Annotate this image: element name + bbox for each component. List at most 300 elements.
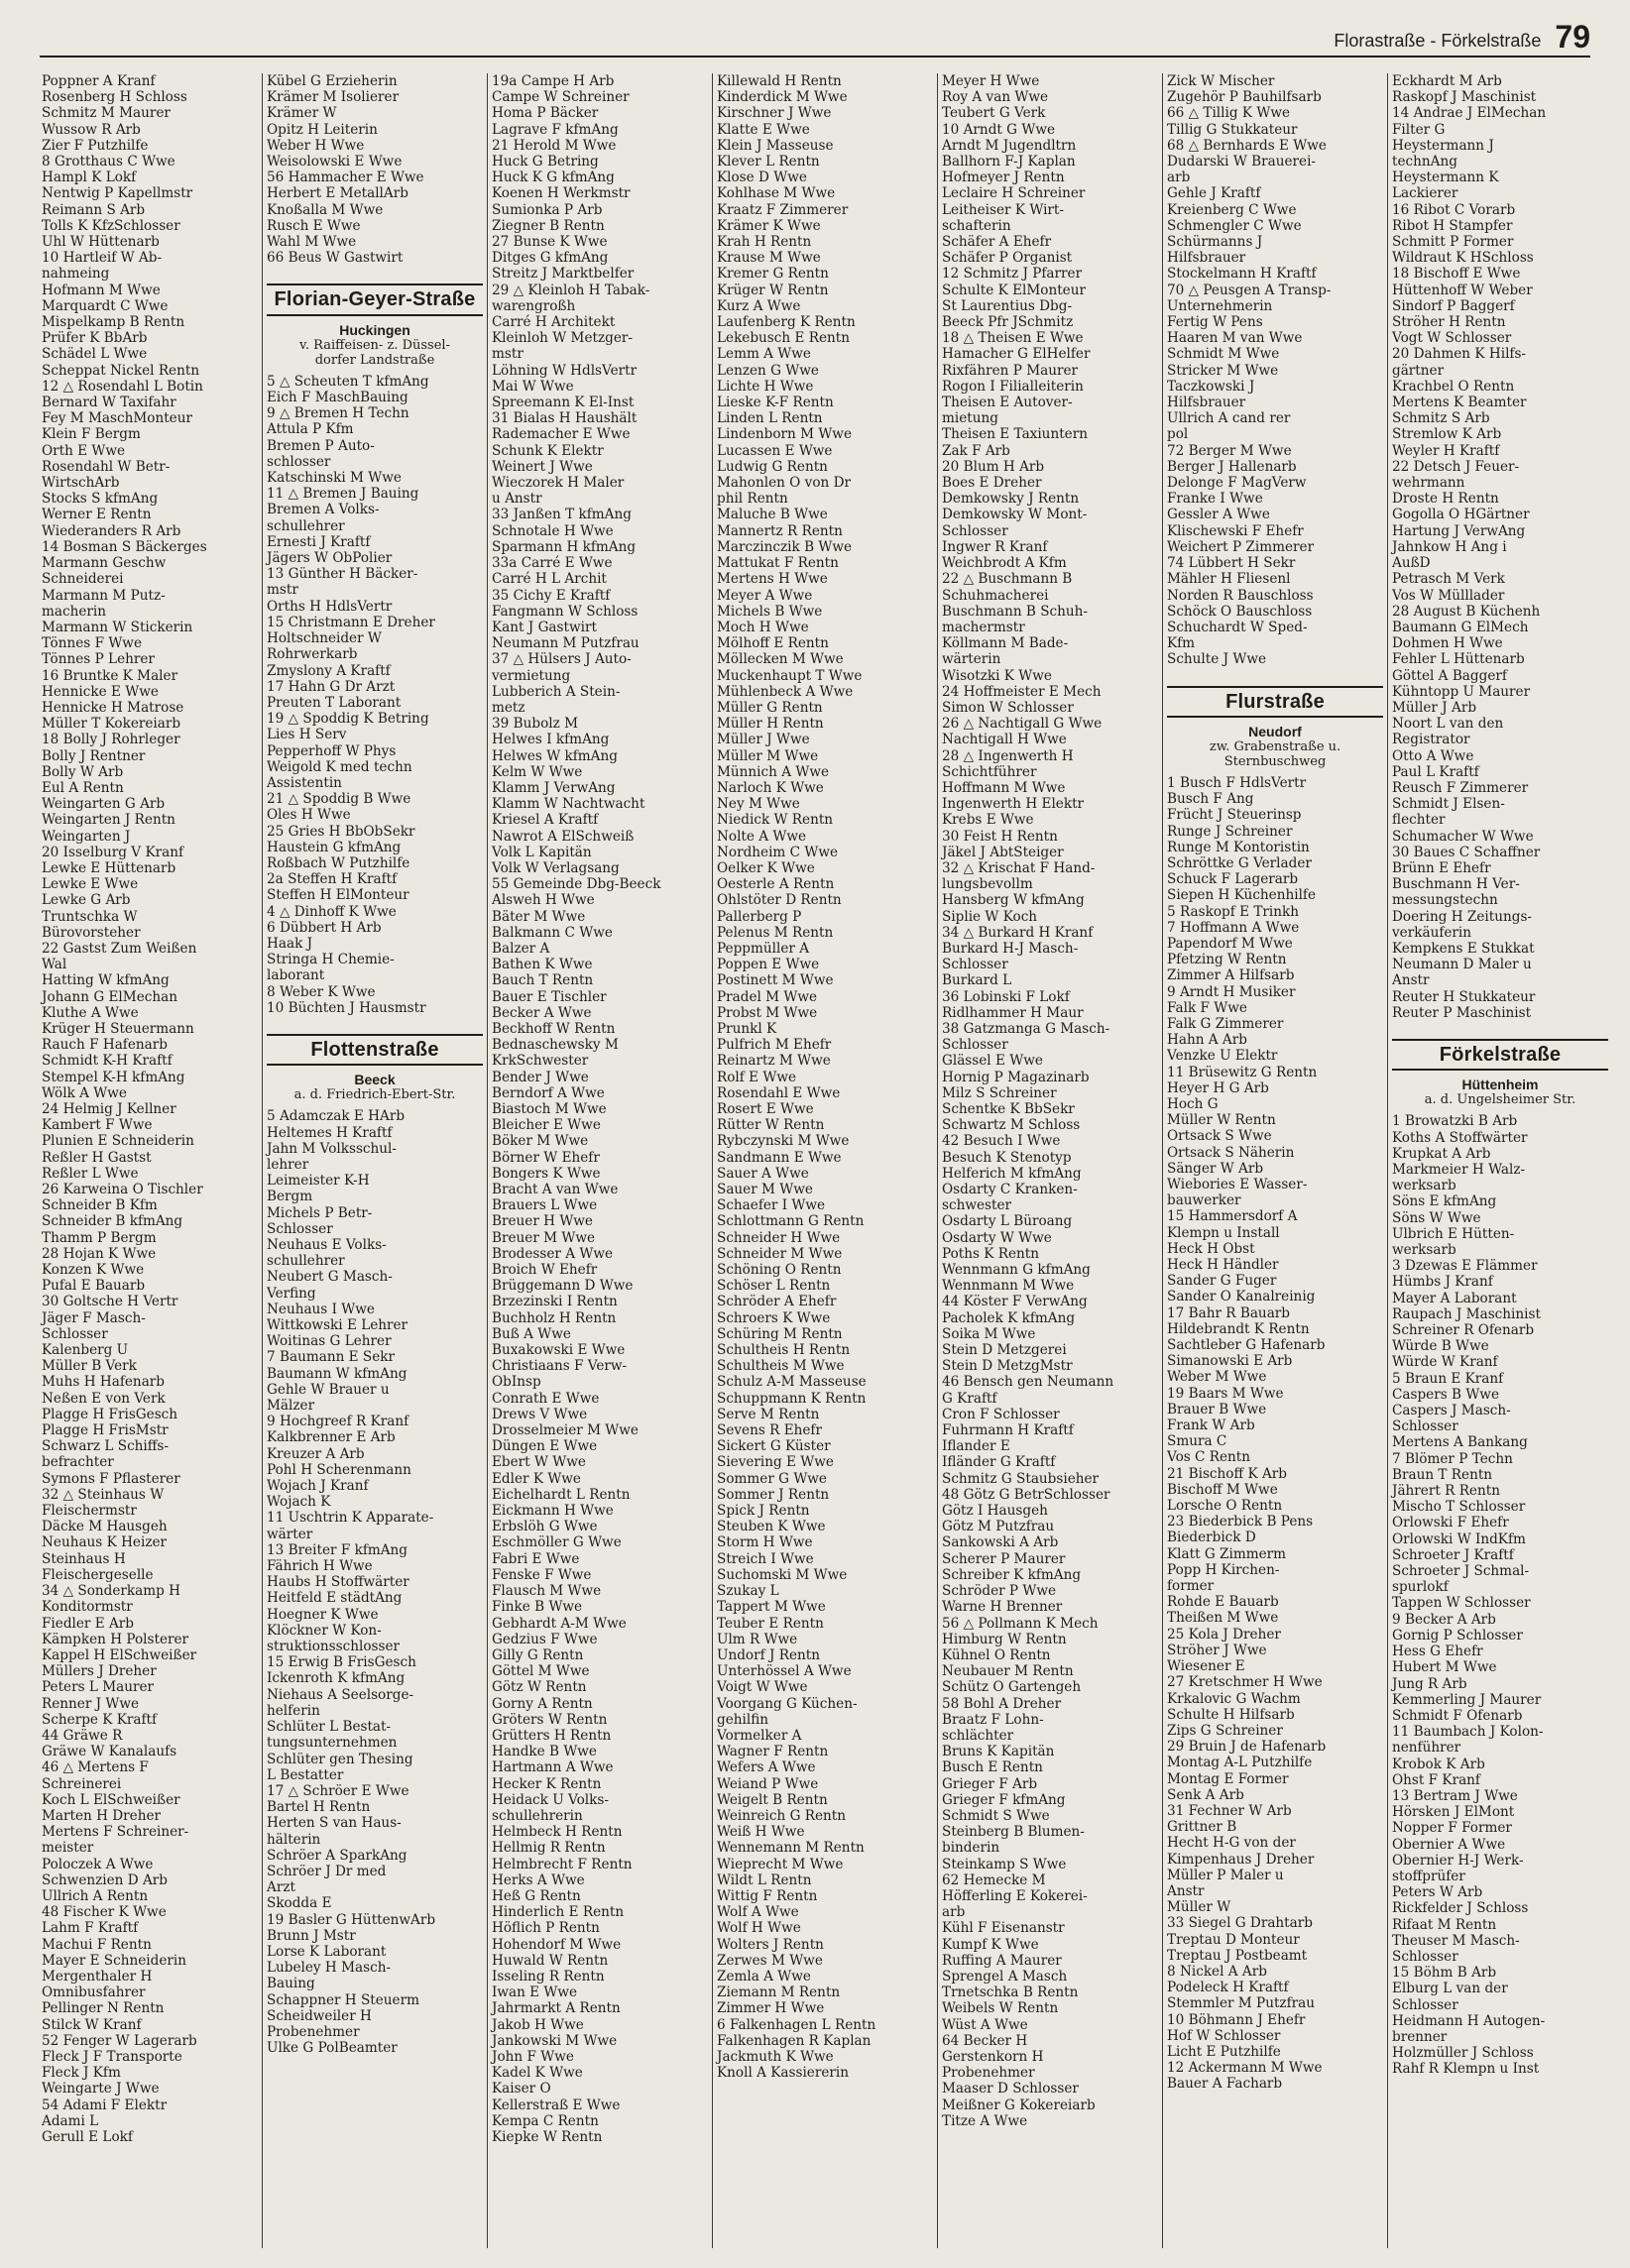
directory-entry: Schneiderei: [42, 571, 124, 588]
directory-entry: Neumann D Maler u: [1392, 957, 1532, 973]
directory-entry: Lies H Serv: [267, 727, 347, 743]
directory-entry: Steinkamp S Wwe: [942, 1856, 1067, 1872]
directory-entry: 74 Lübbert H Sekr: [1167, 555, 1296, 572]
directory-entry: 18 Bolly J Rohrleger: [42, 732, 180, 748]
directory-entry: Isseling R Rentn: [492, 1968, 605, 1984]
directory-entry: Rademacher E Wwe: [492, 426, 631, 443]
directory-entry: Peters W Arb: [1392, 1884, 1483, 1901]
directory-entry: Schöning O Rentn: [717, 1262, 842, 1279]
directory-entry: Lekebusch E Rentn: [717, 330, 850, 347]
directory-entry: Koths A Stoffwärter: [1392, 1129, 1528, 1146]
directory-entry: Mälzer: [267, 1398, 315, 1415]
directory-entry: Schreiner R Ofenarb: [1392, 1322, 1535, 1339]
directory-entry: Sänger W Arb: [1167, 1160, 1264, 1177]
directory-entry: Carré H L Archit: [492, 571, 607, 588]
directory-entry: Bäter M Wwe: [492, 908, 586, 925]
directory-entry: 1 Browatzki B Arb: [1392, 1113, 1518, 1130]
directory-entry: Düngen E Wwe: [492, 1438, 598, 1455]
directory-entry: Titze A Wwe: [942, 2112, 1028, 2129]
directory-entry: Siepen H Küchenhilfe: [1167, 887, 1317, 904]
directory-entry: Schulte H Hilfsarb: [1167, 1706, 1295, 1723]
directory-entry: Ströher J Wwe: [1167, 1642, 1267, 1658]
directory-entry: Schunk K Elektr: [492, 442, 604, 459]
directory-entry: 14 Andrae J ElMechan: [1392, 105, 1547, 122]
directory-entry: Koch L ElSchweißer: [42, 1791, 180, 1808]
directory-entry: Rybczynski M Wwe: [717, 1133, 850, 1150]
directory-entry: 10 Böhmann J Ehefr: [1167, 2011, 1306, 2028]
directory-entry: Kreienberg C Wwe: [1167, 201, 1297, 218]
directory-entry: 28 August B Küchenh: [1392, 603, 1541, 620]
directory-entry: 66 Beus W Gastwirt: [267, 250, 404, 267]
directory-entry: Werner E Rentn: [42, 507, 152, 523]
directory-entry: Homa P Bäcker: [492, 105, 599, 122]
directory-entry: 12 Schmitz J Pfarrer: [942, 266, 1083, 283]
directory-entry: Probenehmer: [942, 2065, 1035, 2082]
directory-entry: Gessler A Wwe: [1167, 507, 1270, 523]
directory-entry: Lewke G Arb: [42, 892, 131, 909]
directory-entry: AußD: [1392, 555, 1431, 572]
directory-entry: Krkalovic G Wachm: [1167, 1690, 1301, 1707]
directory-entry: Osdarty L Büroang: [942, 1213, 1073, 1230]
directory-entry: 20 Dahmen K Hilfs-: [1392, 346, 1527, 363]
directory-entry: Treptau J Postbeamt: [1167, 1947, 1308, 1964]
street-location-note: Sternbuschweg: [1223, 753, 1327, 769]
directory-entry: 31 Bialas H Haushält: [492, 410, 638, 427]
directory-entry: Peppmüller A: [717, 940, 810, 957]
directory-entry: Broich W Ehefr: [492, 1262, 598, 1279]
directory-entry: Podeleck H Kraftf: [1167, 1980, 1289, 1996]
directory-entry: Ortsack S Näherin: [1167, 1144, 1295, 1161]
directory-entry: Jackmuth K Wwe: [717, 2048, 834, 2065]
directory-entry: Schuppmann K Rentn: [717, 1390, 867, 1407]
column-1: [38, 73, 262, 2248]
directory-entry: Krupkat A Arb: [1392, 1145, 1491, 1162]
directory-entry: Eckhardt M Arb: [1392, 73, 1502, 89]
directory-entry: Schröder A Ehefr: [717, 1294, 837, 1310]
directory-entry: Bauer E Tischler: [492, 988, 607, 1005]
directory-entry: 5 △ Scheuten T kfmAng: [267, 373, 429, 390]
directory-entry: 58 Bohl A Dreher: [942, 1695, 1062, 1712]
directory-entry: Jäkel J AbtSteiger: [942, 844, 1064, 860]
directory-entry: Neuhaus K Heizer: [42, 1534, 168, 1551]
directory-entry: Schlosser: [1392, 1418, 1458, 1435]
directory-entry: Sindorf P Baggerf: [1392, 297, 1515, 314]
directory-entry: Göttel M Wwe: [492, 1663, 590, 1680]
directory-entry: Anstr: [1167, 1882, 1205, 1899]
directory-entry: Conrath E Wwe: [492, 1390, 600, 1407]
directory-entry: Ridlhammer H Maur: [942, 1004, 1084, 1021]
directory-entry: Simon W Schlosser: [942, 699, 1074, 716]
directory-entry: Schröer A SparkAng: [267, 1847, 408, 1864]
directory-entry: Ullrich A cand rer: [1167, 410, 1291, 427]
directory-entry: 32 △ Krischat F Hand-: [942, 859, 1096, 876]
directory-entry: Lagrave F kfmAng: [492, 121, 619, 138]
directory-entry: Weigold K med techn: [267, 758, 412, 775]
directory-entry: Schmengler C Wwe: [1167, 217, 1302, 234]
directory-entry: Osdarty C Kranken-: [942, 1182, 1078, 1198]
directory-entry: Steffen H ElMonteur: [267, 887, 409, 904]
directory-entry: Glässel E Wwe: [942, 1053, 1043, 1070]
directory-entry: Jährert R Rentn: [1392, 1483, 1500, 1500]
directory-entry: Attula P Kfm: [267, 421, 354, 438]
directory-entry: macherin: [42, 603, 107, 620]
directory-entry: Plagge H FrisGesch: [42, 1406, 178, 1422]
directory-entry: Wiesener E: [1167, 1658, 1245, 1675]
street-heading-block: [1167, 686, 1383, 769]
directory-entry: 31 Fechner W Arb: [1167, 1802, 1292, 1819]
directory-entry: Spreemann K El-Inst: [492, 395, 635, 411]
district-name: Neudorf: [1248, 723, 1302, 739]
directory-entry: Lucassen E Wwe: [717, 442, 833, 459]
directory-entry: Leitheiser K Wirt-: [942, 201, 1064, 218]
directory-entry: Krüger W Rentn: [717, 282, 829, 298]
directory-entry: Hornig P Magazinarb: [942, 1069, 1090, 1085]
directory-entry: Klatt G Zimmerm: [1167, 1545, 1287, 1562]
directory-entry: Kellerstraß E Wwe: [492, 2097, 621, 2113]
directory-entry: Hoegner K Wwe: [267, 1606, 379, 1623]
directory-entry: 13 Breiter F kfmAng: [267, 1541, 408, 1558]
directory-entry: Schnotale H Wwe: [492, 522, 614, 539]
directory-entry: 2a Steffen H Kraftf: [267, 871, 398, 888]
directory-entry: Söns W Wwe: [1392, 1209, 1481, 1226]
directory-entry: Huck G Betring: [492, 154, 599, 170]
directory-entry: schwester: [942, 1197, 1012, 1214]
directory-entry: Stein D MetzgMstr: [942, 1358, 1073, 1375]
directory-entry: 68 △ Bernhards E Wwe: [1167, 137, 1327, 154]
directory-entry: Schlosser: [942, 957, 1008, 973]
directory-entry: 10 Hartleif W Ab-: [42, 250, 163, 267]
directory-entry: Klöckner W Kon-: [267, 1622, 382, 1639]
directory-entry: Voorgang G Küchen-: [717, 1695, 858, 1712]
directory-entry: Fleischergeselle: [42, 1566, 154, 1583]
directory-entry: Prunkl K: [717, 1020, 777, 1037]
directory-entry: 48 Fischer K Wwe: [42, 1904, 167, 1921]
directory-entry: Sumionka P Arb: [492, 201, 603, 218]
directory-entry: Woitinas G Lehrer: [267, 1333, 392, 1350]
directory-entry: 5 Adamczak E HArb: [267, 1108, 406, 1125]
directory-entry: Osdarty W Wwe: [942, 1229, 1052, 1246]
directory-entry: Müller J Arb: [1392, 699, 1477, 716]
directory-entry: Rosendahl E Wwe: [717, 1084, 841, 1101]
directory-entry: Burkard L: [942, 972, 1012, 989]
directory-entry: Reßler L Wwe: [42, 1165, 139, 1182]
directory-entry: 20 Isselburg V Kranf: [42, 844, 183, 860]
directory-entry: Sauer M Wwe: [717, 1182, 813, 1198]
directory-entry: Dohmen H Wwe: [1392, 635, 1503, 652]
directory-entry: Kambert F Wwe: [42, 1117, 153, 1134]
directory-entry: Lahm F Kraftf: [42, 1920, 139, 1937]
directory-entry: Theisen E Autover-: [942, 395, 1073, 411]
directory-entry: Papendorf M Wwe: [1167, 935, 1293, 952]
directory-entry: Schreiber K kfmAng: [942, 1566, 1082, 1583]
directory-entry: Fleischermstr: [42, 1503, 137, 1520]
street-title: Flottenstraße: [267, 1034, 483, 1066]
directory-entry: Zugehör P Bauhilfsarb: [1167, 89, 1322, 106]
directory-entry: 15 Böhm B Arb: [1392, 1965, 1497, 1982]
column-6: [1162, 73, 1387, 2248]
directory-entry: Brünn E Ehefr: [1392, 859, 1491, 876]
directory-entry: Mispelkamp B Rentn: [42, 314, 185, 331]
directory-entry: 28 Hojan K Wwe: [42, 1245, 157, 1262]
directory-entry: 36 Lobinski F Lokf: [942, 988, 1070, 1005]
directory-entry: Schmidt M Wwe: [1167, 346, 1280, 363]
directory-entry: Hinderlich E Rentn: [492, 1904, 625, 1921]
directory-entry: Müller J Wwe: [717, 732, 810, 748]
directory-entry: Linden L Rentn: [717, 410, 823, 427]
directory-entry: Bongers K Wwe: [492, 1165, 601, 1182]
directory-entry: 20 Blum H Arb: [942, 458, 1045, 475]
directory-entry: Ziemann M Rentn: [717, 1984, 841, 2001]
directory-entry: Tillig G Stukkateur: [1167, 121, 1298, 138]
directory-entry: Renner J Wwe: [42, 1695, 140, 1712]
directory-entry: Sickert G Küster: [717, 1438, 831, 1455]
directory-entry: 19a Campe H Arb: [492, 73, 615, 89]
street-location-note: a. d. Friedrich-Ebert-Str.: [293, 1087, 456, 1103]
street-heading-block: [267, 1034, 483, 1102]
directory-entry: 22 △ Buschmann B: [942, 571, 1073, 588]
directory-entry: Spick J Rentn: [717, 1503, 810, 1520]
directory-entry: 5 Braun E Kranf: [1392, 1370, 1504, 1387]
directory-entry: machermstr: [942, 619, 1025, 635]
directory-entry: Voigt W Wwe: [717, 1679, 808, 1696]
directory-entry: Böker M Wwe: [492, 1133, 589, 1150]
directory-entry: Höfferling E Kokerei-: [942, 1887, 1088, 1904]
directory-entry: Sachtleber G Hafenarb: [1167, 1337, 1326, 1354]
directory-entry: Schumacher W Wwe: [1392, 828, 1534, 845]
directory-entry: Lenzen G Wwe: [717, 362, 819, 379]
directory-entry: Kant J Gastwirt: [492, 619, 597, 635]
directory-entry: 30 Goltsche H Vertr: [42, 1294, 178, 1310]
directory-entry: Lorsche O Rentn: [1167, 1498, 1283, 1515]
directory-entry: Meyer H Wwe: [942, 73, 1040, 89]
directory-entry: Weyler H Kraftf: [1392, 442, 1500, 459]
directory-entry: Schroers K Wwe: [717, 1309, 831, 1326]
directory-entry: Schädel L Wwe: [42, 346, 148, 363]
directory-entry: 72 Berger M Wwe: [1167, 442, 1292, 459]
directory-entry: Schürmanns J: [1167, 234, 1263, 251]
directory-entry: metz: [492, 699, 525, 716]
directory-entry: Demkowsky J Rentn: [942, 491, 1080, 508]
directory-entry: 32 △ Steinhaus W: [42, 1486, 165, 1503]
directory-entry: Müllers J Dreher: [42, 1663, 157, 1680]
directory-entry: schlosser: [267, 453, 331, 470]
directory-entry: Zimmer A Hilfsarb: [1167, 967, 1295, 984]
directory-entry: Weingarten J: [42, 828, 131, 845]
directory-entry: Klein J Masseuse: [717, 137, 834, 154]
directory-entry: Carré H Architekt: [492, 314, 616, 331]
directory-entry: Gräwe W Kanalaufs: [42, 1744, 177, 1760]
directory-entry: Haaren M van Wwe: [1167, 330, 1303, 347]
directory-entry: Falk G Zimmerer: [1167, 1015, 1284, 1032]
directory-entry: Beckhoff W Rentn: [492, 1020, 616, 1037]
directory-entry: 19 △ Spoddig K Betring: [267, 711, 429, 728]
directory-entry: Maluche B Wwe: [717, 507, 828, 523]
directory-entry: arb: [1167, 170, 1191, 186]
directory-entry: Wennmann G kfmAng: [942, 1262, 1091, 1279]
directory-entry: Popp H Kirchen-: [1167, 1561, 1280, 1578]
directory-entry: Mahonlen O von Dr: [717, 475, 851, 492]
directory-entry: Neßen E von Verk: [42, 1390, 166, 1407]
directory-entry: Kirschner J Wwe: [717, 105, 832, 122]
directory-entry: Elburg L van der: [1392, 1981, 1508, 1997]
directory-entry: Kemmerling J Maurer: [1392, 1691, 1542, 1708]
directory-entry: Mannertz R Rentn: [717, 522, 843, 539]
directory-entry: Bauer A Facharb: [1167, 2076, 1283, 2093]
directory-entry: Rusch E Wwe: [267, 217, 361, 234]
directory-entry: Helmbeck H Rentn: [492, 1824, 623, 1841]
directory-entry: Müller W: [1167, 1899, 1231, 1916]
directory-entry: Lubeley H Masch-: [267, 1960, 392, 1977]
directory-entry: Pufal E Bauarb: [42, 1278, 146, 1295]
street-location-note: zw. Grabenstraße u.: [1209, 738, 1341, 754]
directory-entry: Wojach J Kranf: [267, 1478, 369, 1495]
directory-entry: Steinhaus H: [42, 1550, 126, 1567]
directory-entry: Heidack U Volks-: [492, 1791, 609, 1808]
directory-entry: Krüger H Steuermann: [42, 1020, 194, 1037]
directory-entry: Treptau D Monteur: [1167, 1931, 1300, 1948]
directory-entry: Kriesel A Kraftf: [492, 812, 599, 829]
directory-entry: 44 Köster F VerwAng: [942, 1294, 1088, 1310]
directory-entry: phil Rentn: [717, 491, 788, 508]
directory-entry: Simanowski E Arb: [1167, 1353, 1293, 1370]
directory-entry: Himburg W Rentn: [942, 1631, 1067, 1647]
directory-entry: Ingwer R Kranf: [942, 538, 1048, 555]
directory-entry: Storm H Wwe: [717, 1534, 813, 1551]
directory-entry: Ullrich A Rentn: [42, 1887, 149, 1904]
directory-entry: Niedick W Rentn: [717, 812, 834, 829]
directory-entry: 70 △ Peusgen A Transp-: [1167, 282, 1332, 298]
directory-entry: 29 Bruin J de Hafenarb: [1167, 1739, 1327, 1756]
directory-entry: Registrator: [1392, 732, 1470, 748]
directory-entry: Bartel H Rentn: [267, 1799, 371, 1816]
directory-entry: helferin: [267, 1702, 320, 1719]
directory-entry: Reimann S Arb: [42, 201, 146, 218]
directory-entry: Kühnel O Rentn: [942, 1646, 1051, 1663]
directory-entry: Wittkowski E Lehrer: [267, 1317, 408, 1334]
directory-entry: 9 Arndt H Musiker: [1167, 983, 1296, 1000]
directory-entry: 34 △ Sonderkamp H: [42, 1583, 180, 1600]
directory-entry: warengroßh: [492, 297, 576, 314]
directory-entry: Reusch F Zimmerer: [1392, 779, 1529, 796]
directory-entry: Beeck Pfr JSchmitz: [942, 314, 1074, 331]
directory-entry: 23 Biederbick B Pens: [1167, 1514, 1314, 1531]
street-title: Florian-Geyer-Straße: [267, 284, 483, 315]
directory-entry: KrkSchwester: [492, 1053, 589, 1070]
directory-entry: Konzen K Wwe: [42, 1262, 145, 1279]
directory-entry: Holtschneider W: [267, 630, 382, 647]
directory-entry: Otto A Wwe: [1392, 747, 1474, 764]
directory-entry: Klein F Bergm: [42, 426, 141, 443]
directory-entry: Unterhössel A Wwe: [717, 1663, 852, 1680]
directory-entry: Erbslöh G Wwe: [492, 1519, 598, 1535]
directory-entry: Heystermann K: [1392, 170, 1499, 186]
directory-entry: Iwan E Wwe: [492, 1984, 578, 2001]
directory-entry: Krämer M Isolierer: [267, 89, 400, 106]
directory-entry: Stocks S kfmAng: [42, 491, 159, 508]
directory-entry: Hümbs J Kranf: [1392, 1274, 1493, 1291]
directory-entry: technAng: [1392, 154, 1457, 170]
directory-entry: Fehler L Hüttenarb: [1392, 651, 1525, 668]
directory-entry: 29 △ Kleinloh H Tabak-: [492, 282, 650, 298]
directory-entry: Sandmann E Wwe: [717, 1149, 842, 1166]
directory-entry: Ditges G kfmAng: [492, 250, 609, 267]
directory-entry: Däcke M Hausgeh: [42, 1519, 168, 1535]
directory-entry: Kinderdick M Wwe: [717, 89, 848, 106]
directory-entry: Vos W Mülllader: [1392, 587, 1505, 604]
directory-entry: werksarb: [1392, 1242, 1456, 1259]
directory-entry: Götz M Putzfrau: [942, 1519, 1055, 1535]
directory-entry: Fangmann W Schloss: [492, 603, 639, 620]
directory-entry: 30 Baues C Schaffner: [1392, 844, 1541, 860]
directory-entry: Ribot H Stampfer: [1392, 217, 1513, 234]
directory-entry: Wittig F Rentn: [717, 1887, 818, 1904]
street-location-note: v. Raiffeisen- z. Düssel-: [299, 337, 450, 353]
directory-entry: nenführer: [1392, 1740, 1461, 1757]
directory-entry: Ohlstöter D Rentn: [717, 892, 842, 909]
directory-entry: Edler K Wwe: [492, 1470, 581, 1487]
directory-entry: Drosselmeier M Wwe: [492, 1422, 639, 1439]
directory-entry: Buß A Wwe: [492, 1325, 571, 1342]
directory-entry: Braatz F Lohn-: [942, 1711, 1044, 1728]
directory-entry: Ohst F Kranf: [1392, 1771, 1480, 1788]
directory-entry: Eul A Rentn: [42, 779, 124, 796]
directory-entry: Assistentin: [267, 774, 342, 791]
directory-entry: 17 Bahr R Bauarb: [1167, 1304, 1290, 1321]
directory-entry: Roy A van Wwe: [942, 89, 1049, 106]
directory-entry: Marquardt C Wwe: [42, 297, 169, 314]
directory-entry: Oelker K Wwe: [717, 859, 815, 876]
directory-entry: Undorf J Rentn: [717, 1646, 820, 1663]
directory-entry: Thamm P Bergm: [42, 1229, 157, 1246]
directory-entry: pol: [1167, 426, 1189, 443]
directory-entry: Schultheis M Wwe: [717, 1358, 845, 1375]
directory-entry: Pacholek K kfmAng: [942, 1309, 1076, 1326]
directory-entry: Herten S van Haus-: [267, 1815, 402, 1832]
directory-entry: 12 △ Rosendahl L Botin: [42, 378, 203, 395]
directory-entry: Huck K G kfmAng: [492, 170, 615, 186]
directory-entry: Ney M Wwe: [717, 796, 800, 813]
directory-entry: L Bestatter: [267, 1766, 344, 1783]
directory-entry: Kempa C Rentn: [492, 2112, 599, 2129]
directory-entry: 11 Baumbach J Kolon-: [1392, 1724, 1544, 1741]
directory-entry: Laufenberg K Rentn: [717, 314, 856, 331]
directory-entry: Meißner G Kokereiarb: [942, 2097, 1096, 2113]
directory-entry: Milz S Schreiner: [942, 1084, 1057, 1101]
directory-entry: stoffprüfer: [1392, 1868, 1465, 1884]
directory-entry: Burkard H-J Masch-: [942, 940, 1079, 957]
directory-entry: 3 Dzewas E Flämmer: [1392, 1258, 1538, 1275]
directory-entry: schullehrer: [267, 517, 345, 534]
directory-entry: Weichbrodt A Kfm: [942, 555, 1067, 572]
directory-entry: 15 Erwig B FrisGesch: [267, 1654, 416, 1671]
directory-entry: Theuser M Masch-: [1392, 1932, 1520, 1949]
directory-entry: Schappner H Steuerm: [267, 1991, 419, 2008]
directory-entry: Stemmler M Putzfrau: [1167, 1995, 1315, 2012]
directory-entry: Marten H Dreher: [42, 1807, 162, 1824]
directory-entry: Norden R Bauschloss: [1167, 587, 1314, 604]
directory-entry: Knoßalla M Wwe: [267, 201, 384, 218]
directory-entry: brenner: [1392, 2028, 1448, 2045]
directory-entry: Obernier A Wwe: [1392, 1836, 1506, 1853]
directory-entry: Müller T Kokereiarb: [42, 716, 181, 733]
directory-entry: Fleck J F Transporte: [42, 2048, 182, 2065]
directory-entry: Zak F Arb: [942, 442, 1010, 459]
directory-entry: Jahn M Volksschul-: [267, 1140, 397, 1157]
directory-entry: 66 △ Tillig K Wwe: [1167, 105, 1291, 122]
directory-entry: Mai W Wwe: [492, 378, 574, 395]
directory-entry: Hahn A Arb: [1167, 1032, 1247, 1049]
directory-entry: Kalkbrenner E Arb: [267, 1429, 396, 1446]
